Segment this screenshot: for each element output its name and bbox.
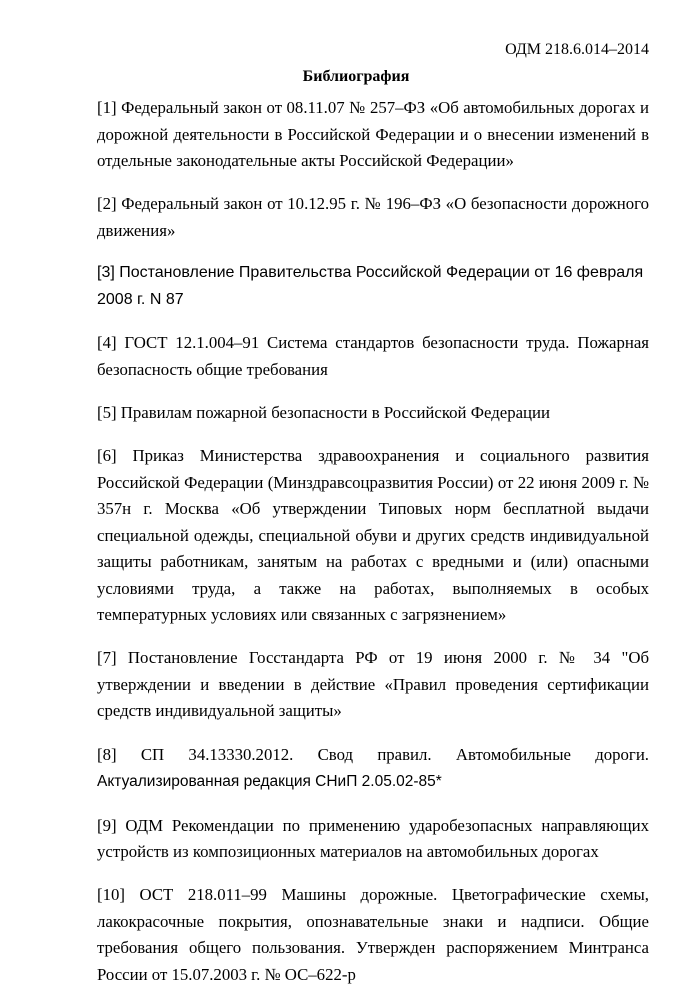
bibliography-entry-9: [9] ОДМ Рекомендации по применению ударобезопасных направляющих устройств из композиционных материалов на автомобильных дорогах (97, 815, 649, 862)
bibliography-entry-7: [7] Постановление Госстандарта РФ от 19 июня 2000 г. № 34 "Об утверждении и введении в действие «Правил проведения сертификации средств индивидуальной защиты» (97, 648, 649, 721)
bibliography-entry-8 (97, 742, 649, 796)
bibliography-entry-3: [3] Постановление Правительства Российской Федерации от 16 февраля 2008 г. N 87 (97, 264, 644, 308)
bibliography-entry-2: [2] Федеральный закон от 10.12.95 г. № 196–ФЗ «О безопасности дорожного движения» (97, 194, 649, 240)
bibliography-entry-10: [10] ОСТ 218.011–99 Машины дорожные. Цветографические схемы, лакокрасочные покрытия, опознавательные знаки и надписи. Общие требования общего пользования. Утвержден распоряжением Минтранса России от 15.07.2003 г. № ОС–622-р (97, 885, 649, 984)
page-title: Библиография (302, 68, 410, 85)
bibliography-entry-5: [5] Правилам пожарной безопасности в Российской Федерации (97, 402, 550, 422)
bibliography-entry-8-main: [8] СП 34.13330.2012. Свод правил. Автомобильные дороги. (97, 744, 649, 764)
bibliography-list (97, 95, 649, 994)
document-code: ОДМ 218.6.014–2014 (505, 41, 649, 58)
bibliography-entry-8-tail: Актуализированная редакция СНиП 2.05.02-85* (97, 773, 442, 791)
bibliography-entry-4: [4] ГОСТ 12.1.004–91 Система стандартов безопасности труда. Пожарная безопасность общие требования (97, 333, 649, 379)
bibliography-entry-6: [6] Приказ Министерства здравоохранения и социального развития Российской Федерации (Минздравсоцразвития России) от 22 июня 2009 г. № 357н г. Москва «Об утверждении Типовых норм бесплатной выдачи специальной одежды, специальной обуви и других средств индивидуальной защиты работникам, занятым на работах с вредными и (или) опасными условиями труда, а также на работах, выполняемых в особых температурных условиях или связанных с загрязнением» (97, 446, 649, 625)
bibliography-entry-1: [1] Федеральный закон от 08.11.07 № 257–ФЗ «Об автомобильных дорогах и дорожной деятельности в Российской Федерации и о внесении изменений в отдельные законодательные акты Российской Федерации» (97, 98, 649, 170)
